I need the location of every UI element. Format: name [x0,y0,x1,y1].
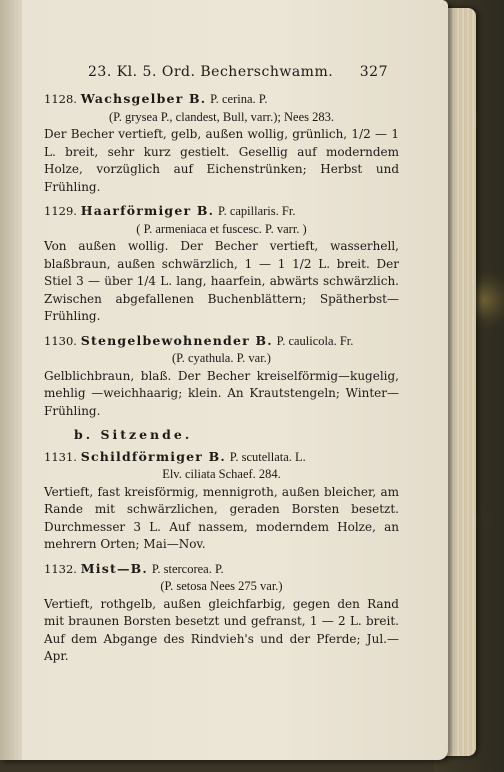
entry-synonym: Elv. ciliata Schaef. 284. [162,467,281,481]
running-title: 23. Kl. 5. Ord. Becherschwamm. [88,64,334,80]
entry-heading [44,332,399,351]
entry-number: 1129. [44,204,77,218]
entry-synonym: (P. cyathula. P. var.) [172,351,271,365]
entry-heading [44,202,399,221]
entry-number: 1132. [44,561,77,576]
entry-description: Von außen wollig. Der Becher vertieft, wasserhell, blaßbraun, außen schwärzlich, 1 — 1 1/2 L. breit. Der Stiel 3 — über 1/4 L. lang, haarfein, abwärts schwärzlich. Zwischen abgefallenen Buchenblättern; Spätherbst— Frühling. [44,239,399,323]
entry-heading [44,90,399,109]
entry-latin: P. stercorea. P. [151,561,224,576]
entry-name: Schildförmiger B. [80,448,226,464]
page-gutter [0,0,22,760]
entry-latin: P. cerina. P. [210,92,268,106]
entry-1132 [44,560,399,666]
entry-synonym: ( P. armeniaca et fuscesc. P. varr. ) [136,221,307,236]
page-number: 327 [359,64,388,80]
entry-1129 [44,202,399,326]
entry-description: Vertieft, rothgelb, außen gleichfarbig, gegen den Rand mit braunen Borsten besetzt und gefranst, 1 — 2 L. breit. Auf dem Abgange des Rindvieh's und der Pferde; Jul.— Apr. [44,596,399,663]
entry-number: 1130. [44,333,77,348]
entry-latin: P. capillaris. Fr. [218,204,296,218]
page-content [44,90,399,672]
running-header [88,64,388,80]
section-heading: b. Sitzende. [74,427,193,442]
entry-name: Mist—B. [80,560,148,576]
entry-latin: P. caulicola. Fr. [276,333,354,348]
entry-synonym: (P. setosa Nees 275 var.) [160,579,283,593]
entry-1131 [44,448,399,554]
entry-1128 [44,90,399,196]
entry-description: Gelblichbraun, blaß. Der Becher kreiselförmig—kugelig, mehlig —weichhaarig; klein. An Krautstengeln; Winter—Frühling. [44,368,399,418]
entry-number: 1128. [44,92,77,106]
entry-1130 [44,332,399,421]
entry-description: Der Becher vertieft, gelb, außen wollig, grünlich, 1/2 — 1 L. breit, sehr kurz gestielt. Gesellig auf moderndem Holze, vorzüglich auf Eichenstrünken; Herbst und Frühling. [44,127,399,194]
entry-number: 1131. [44,449,77,464]
entry-name: Haarförmiger B. [80,203,215,218]
entry-synonym: (P. grysea P., clandest, Bull, varr.); Nees 283. [109,109,334,124]
entry-heading [44,560,399,579]
entry-heading [44,448,399,467]
entry-latin: P. scutellata. L. [229,449,306,464]
entry-name: Wachsgelber B. [80,91,207,106]
entry-name: Stengelbewohnender B. [80,332,273,348]
entry-description: Vertieft, fast kreisförmig, mennigroth, außen bleicher, am Rande mit schwärzlichen, geraden Borsten besetzt. Durchmesser 3 L. Auf nassem, moderndem Holze, an mehrern Orten; Mai—Nov. [44,484,399,551]
